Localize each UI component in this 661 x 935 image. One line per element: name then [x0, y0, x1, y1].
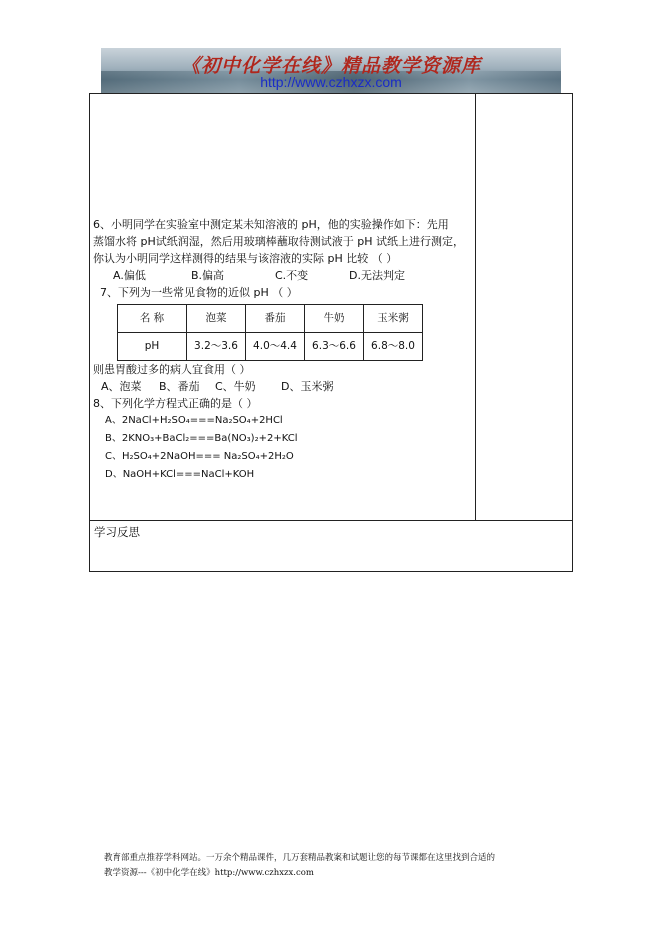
table-cell: 牛奶: [305, 305, 364, 333]
table-cell: 玉米粥: [364, 305, 423, 333]
q6-option-b[interactable]: B.偏高: [191, 269, 225, 282]
option-label: A、: [105, 415, 122, 426]
table-cell: pH: [118, 333, 187, 361]
row-divider: [89, 520, 573, 521]
table-cell: 6.8～8.0: [364, 333, 423, 361]
table-row: [118, 333, 423, 361]
footer-line1: 教育部重点推荐学科网站。一万余个精品课件，几万套精品教案和试题让您的每节课都在这里找到合适的: [104, 853, 496, 863]
q7-options: [93, 378, 473, 395]
equation-d: NaOH+KCl===NaCl+KOH: [122, 469, 255, 480]
ph-table: [117, 304, 423, 361]
q6-option-d[interactable]: D.无法判定: [349, 269, 405, 282]
question-area: [93, 216, 473, 484]
q7-stem: 7、下列为一些常见食物的近似 pH （ ）: [100, 286, 298, 299]
equation-a: 2NaCl+H₂SO₄===Na₂SO₄+2HCl: [121, 415, 283, 426]
q8-stem: 8、下列化学方程式正确的是（ ）: [93, 397, 258, 410]
table-cell: 泡菜: [187, 305, 246, 333]
table-header-row: [118, 305, 423, 333]
q8-option-c[interactable]: [93, 448, 473, 466]
q6-option-c[interactable]: C.不变: [275, 269, 309, 282]
q7-question: 则患胃酸过多的病人宜食用（ ）: [93, 363, 251, 376]
q7-option-a[interactable]: A、泡菜: [101, 380, 142, 393]
option-label: D、: [105, 469, 123, 480]
reflection-label: 学习反思: [94, 525, 140, 539]
footer-line2[interactable]: 教学资源---《初中化学在线》http://www.czhxzx.com: [104, 868, 314, 878]
table-cell: 番茄: [246, 305, 305, 333]
q6-line3: 你认为小明同学这样测得的结果与该溶液的实际 pH 比较 （ ）: [93, 252, 398, 265]
q6-line2: 蒸馏水将 pH试纸润湿，然后用玻璃棒蘸取待测试液于 pH 试纸上进行测定，: [93, 235, 464, 248]
banner-title: 《初中化学在线》精品教学资源库: [180, 55, 481, 77]
q7-option-b[interactable]: B、番茄: [159, 380, 200, 393]
q6-line1: 6、小明同学在实验室中测定某未知溶液的 pH，他的实验操作如下：先用: [93, 218, 449, 231]
column-divider: [475, 93, 476, 521]
q6-option-a[interactable]: A.偏低: [113, 269, 146, 282]
header-banner: [101, 48, 561, 93]
q8-option-d[interactable]: [93, 466, 473, 484]
table-cell: 名 称: [118, 305, 187, 333]
table-cell: 4.0～4.4: [246, 333, 305, 361]
page-footer: [104, 851, 495, 881]
option-label: B、: [105, 433, 122, 444]
q8-option-b[interactable]: [93, 430, 473, 448]
q6-options: [93, 267, 473, 284]
q7-option-d[interactable]: D、玉米粥: [281, 380, 334, 393]
q7-option-c[interactable]: C、牛奶: [215, 380, 256, 393]
table-cell: 6.3～6.6: [305, 333, 364, 361]
q8-option-a[interactable]: [93, 412, 473, 430]
option-label: C、: [105, 451, 122, 462]
banner-url[interactable]: http://www.czhxzx.com: [260, 74, 402, 90]
table-cell: 3.2～3.6: [187, 333, 246, 361]
equation-b: 2KNO₃+BaCl₂===Ba(NO₃)₂+2+KCl: [121, 433, 298, 444]
equation-c: H₂SO₄+2NaOH=== Na₂SO₄+2H₂O: [121, 451, 294, 462]
